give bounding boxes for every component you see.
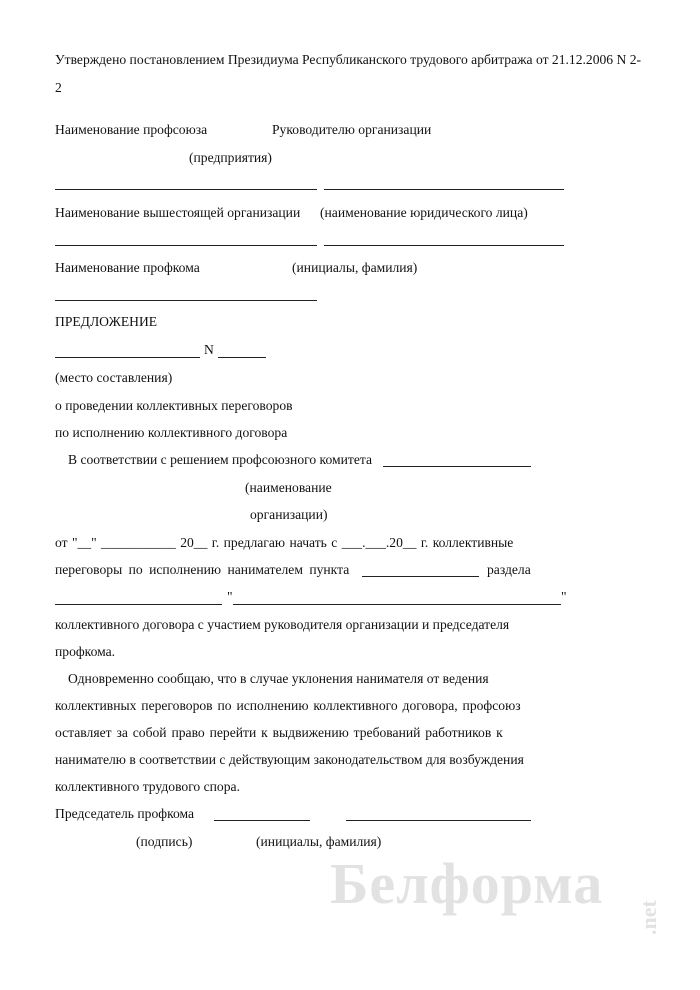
section-name-line[interactable] xyxy=(233,604,561,605)
higher-org-line[interactable] xyxy=(55,245,317,246)
chair-initials-note: (инициалы, фамилия) xyxy=(256,834,382,849)
body-p2-line-2: коллективных переговоров по исполнению коллективного договора, профсоюз xyxy=(55,698,521,713)
body-p2-line-3: оставляет за собой право перейти к выдвижению требований работников к xyxy=(55,725,503,740)
chair-label: Председатель профкома xyxy=(55,806,195,821)
naming-note-2: организации) xyxy=(250,507,328,522)
union-committee-label: Наименование профкома xyxy=(55,260,200,275)
number-label: N xyxy=(204,342,214,357)
higher-org-label: Наименование вышестоящей организации xyxy=(55,205,301,220)
body-p2-line-1: Одновременно сообщаю, что в случае уклонения нанимателя от ведения xyxy=(68,671,489,686)
quote-close: " xyxy=(561,589,567,604)
body-p1-line-4: коллективного договора с участием руководителя организации и председателя xyxy=(55,617,510,632)
union-committee-line[interactable] xyxy=(55,300,317,301)
head-name-line[interactable] xyxy=(324,189,564,190)
subject-line-1: о проведении коллективных переговоров xyxy=(55,398,293,413)
approval-line-1: Утверждено постановлением Президиума Республиканского трудового арбитража от 21.12.2006 N 2- xyxy=(55,52,642,67)
quote-open: " xyxy=(227,589,233,604)
approval-line-2: 2 xyxy=(55,80,62,95)
union-name-line[interactable] xyxy=(55,189,317,190)
head-label: Руководителю организации xyxy=(272,122,432,137)
number-line[interactable] xyxy=(218,357,266,358)
body-p2-line-5: коллективного трудового спора. xyxy=(55,779,240,794)
place-line[interactable] xyxy=(55,357,200,358)
body-p1-line-2: от "__" ___________ 20__ г. предлагаю начать с ___.___.20__ г. коллективные xyxy=(55,535,514,550)
brand-watermark: Белформа xyxy=(330,851,604,916)
body-p1-line-1: В соответствии с решением профсоюзного комитета xyxy=(68,452,373,467)
signature-line[interactable] xyxy=(214,820,310,821)
document-title: ПРЕДЛОЖЕНИЕ xyxy=(55,314,158,329)
legal-entity-line[interactable] xyxy=(324,245,564,246)
brand-watermark-suffix: .net xyxy=(636,900,661,935)
enterprise-note: (предприятия) xyxy=(189,150,272,165)
body-p2-line-4: нанимателю в соответствии с действующим законодательством для возбуждения xyxy=(55,752,524,767)
body-p1-line-5: профкома. xyxy=(55,644,116,659)
body-p1-line-3b: раздела xyxy=(487,562,531,577)
union-name-label: Наименование профсоюза xyxy=(55,122,208,137)
item-number-line[interactable] xyxy=(362,576,479,577)
subject-line-2: по исполнению коллективного договора xyxy=(55,425,288,440)
legal-entity-note: (наименование юридического лица) xyxy=(320,205,528,220)
signature-note: (подпись) xyxy=(136,834,193,849)
section-number-line[interactable] xyxy=(55,604,222,605)
committee-decision-line[interactable] xyxy=(383,466,531,467)
head-initials-note: (инициалы, фамилия) xyxy=(292,260,418,275)
chair-initials-line[interactable] xyxy=(346,820,531,821)
place-note: (место составления) xyxy=(55,370,173,385)
naming-note-1: (наименование xyxy=(245,480,332,495)
body-p1-line-3a: переговоры по исполнению нанимателем пункта xyxy=(55,562,350,577)
